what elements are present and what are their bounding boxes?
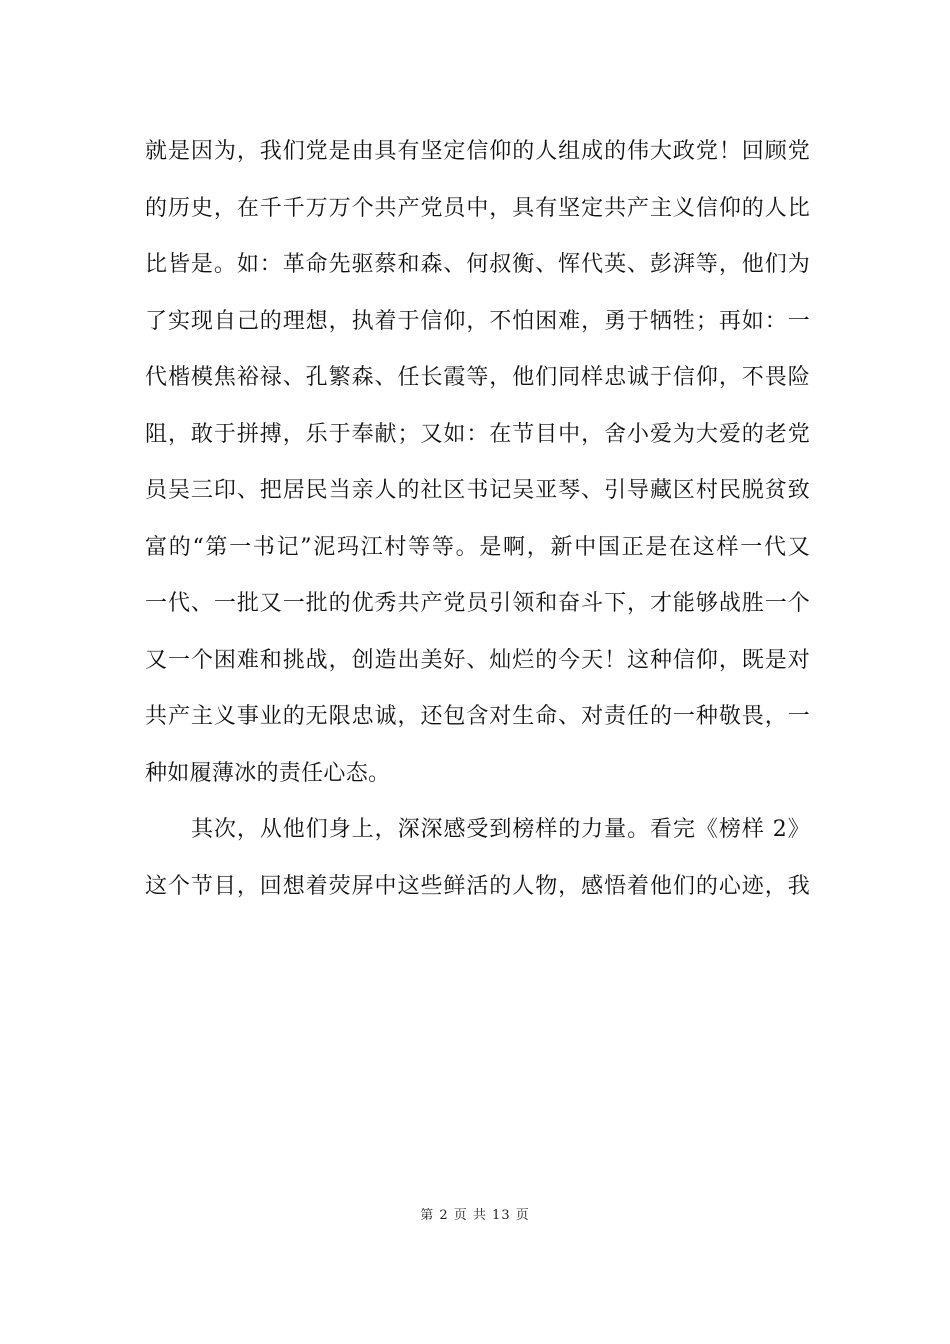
text-line: 代楷模焦裕禄、孔繁森、任长霞等，他们同样忠诚于信仰，不畏险	[145, 365, 810, 390]
text-line: 阻，敢于拼搏，乐于奉献；又如：在节目中，舍小爱为大爱的老党	[145, 421, 810, 447]
text-line: 一代、一批又一批的优秀共产党员引领和奋斗下，才能够战胜一个	[145, 591, 810, 616]
paragraph-first-line: 其次，从他们身上，深深感受到榜样的力量。看完《榜样 2》	[191, 817, 810, 842]
text-line: 比皆是。如：革命先驱蔡和森、何叔衡、恽代英、彭湃等，他们为	[145, 252, 810, 277]
text-line: 了实现自己的理想，执着于信仰，不怕困难，勇于牺牲；再如：一	[145, 308, 810, 334]
text-line: 又一个困难和挑战，创造出美好、灿烂的今天！这种信仰，既是对	[145, 647, 810, 673]
text-line: 富的“第一书记”泥玛江村等等。是啊，新中国正是在这样一代又	[145, 534, 810, 560]
text-line: 的历史，在千千万万个共产党员中，具有坚定共产主义信仰的人比	[145, 195, 810, 221]
body-text	[145, 130, 810, 921]
page-number-footer: 第 2 页 共 13 页	[420, 1208, 530, 1223]
text-line: 就是因为，我们党是由具有坚定信仰的人组成的伟大政党！回顾党	[145, 139, 810, 164]
text-line: 这个节目，回想着荧屏中这些鲜活的人物，感悟着他们的心迹，我	[145, 873, 810, 899]
text-line: 种如履薄冰的责任心态。	[145, 760, 391, 786]
text-line: 共产主义事业的无限忠诚，还包含对生命、对责任的一种敬畏，一	[145, 704, 810, 729]
text-line: 员吴三印、把居民当亲人的社区书记吴亚琴、引导藏区村民脱贫致	[145, 478, 810, 503]
